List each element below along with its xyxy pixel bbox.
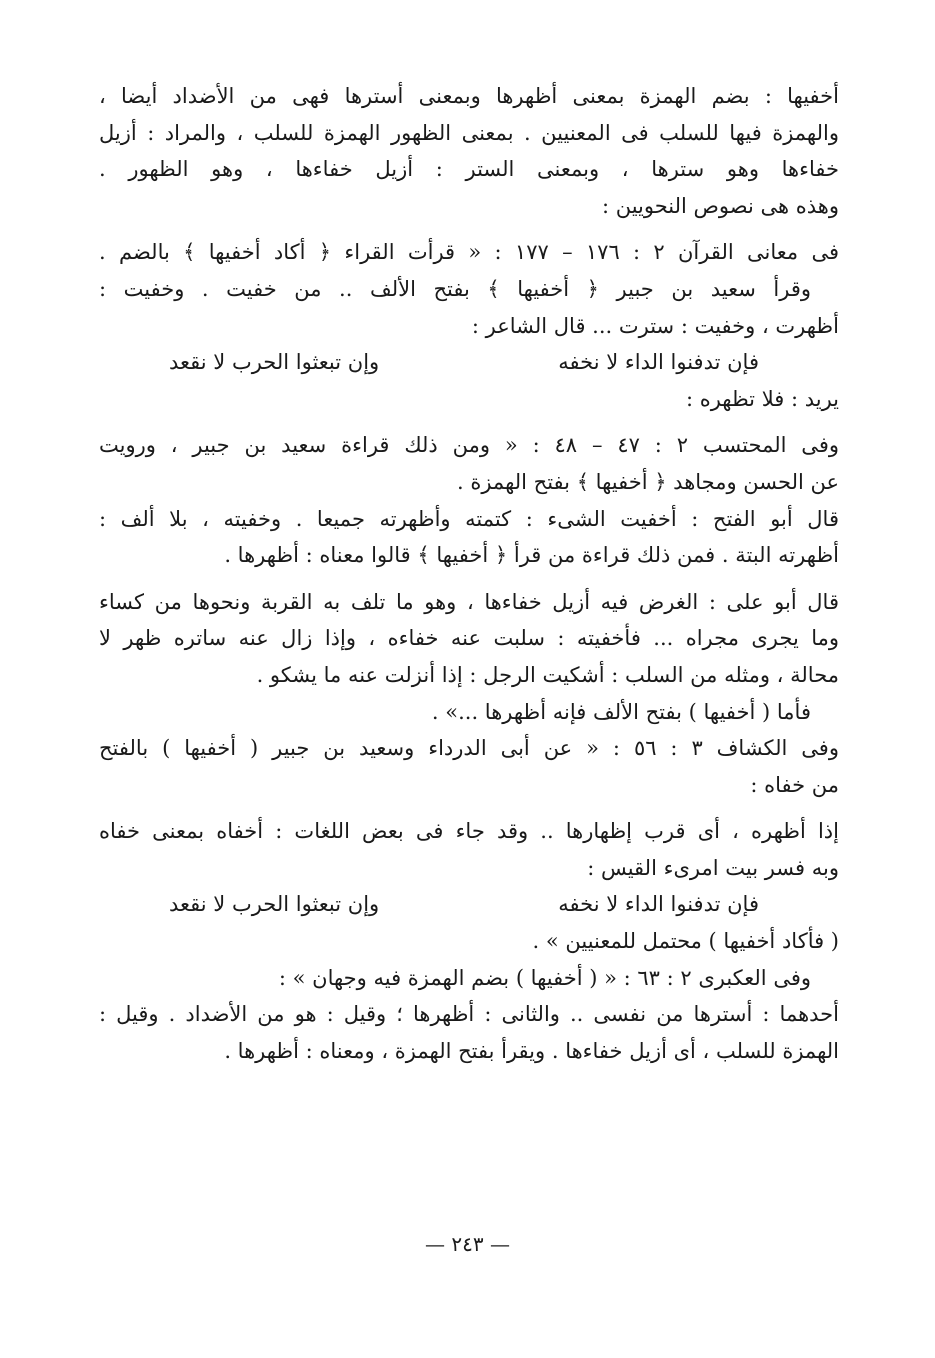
page-number: — ٢٤٣ — [425, 1232, 510, 1256]
text-line: وبه فسر بيت امرىء القيس : [587, 855, 839, 880]
text-line: محالة ، ومثله من السلب : أشكيت الرجل : إذا أنزلت عنه ما يشكو . [256, 662, 839, 687]
text-line: وهذه هى نصوص النحويين : [601, 193, 839, 218]
text-line: عن الحسن ومجاهد ﴿ أخفيها ﴾ بفتح الهمزة . [456, 469, 839, 494]
poetry-verse [99, 886, 839, 923]
text-line: قال أبو على : الغرض فيه أزيل خفاءها ، وهو ما تلف به القربة ونحوها من كساء [99, 589, 839, 614]
poetry-verse [99, 344, 839, 381]
text-line: يريد : فلا تظهره : [685, 386, 839, 411]
text-line: قال أبو الفتح : أخفيت الشىء : كتمته وأظهرته جميعا . وخفيته ، بلا ألف : [99, 506, 839, 531]
text-line: وقرأ سعيد بن جبير ﴿ أخفيها ﴾ بفتح الألف .. من خفيت . وخفيت : [99, 276, 811, 301]
text-line: خفاءها وهو سترها ، وبمعنى الستر : أزيل خفاءها ، وهو الظهور . [99, 157, 839, 182]
verse-second-hemistich: وإن تبعثوا الحرب لا نقعد [169, 892, 380, 917]
verse-first-hemistich: فإن تدفنوا الداء لا نخفه [558, 892, 759, 917]
text-line: وفى العكبرى ٢ : ٦٣ : « ( أخفيها ) بضم الهمزة فيه وجهان » : [278, 965, 811, 990]
text-line: فأما ( أخفيها ) بفتح الألف فإنه أظهرها ...» . [431, 699, 811, 724]
text-line: أحدهما : أسترها من نفسى .. والثانى : أظهرها ؛ وقيل : هو من الأضداد . وقيل : [99, 1002, 839, 1027]
verse-first-hemistich: فإن تدفنوا الداء لا نخفه [558, 350, 759, 375]
text-line: وما يجرى مجراه ... فأخفيته : سلبت عنه خفاءه ، وإذا زال عنه ساتره ظهر لا [99, 626, 839, 651]
text-line: وفى الكشاف ٣ : ٥٦ : « عن أبى الدرداء وسعيد بن جبير ( أخفيها ) بالفتح [99, 736, 839, 761]
text-line: أظهرته البتة . فمن ذلك قراءة من قرأ ﴿ أخفيها ﴾ قالوا معناه : أظهرها . [224, 543, 839, 568]
verse-second-hemistich: وإن تبعثوا الحرب لا نقعد [169, 350, 380, 375]
text-line: الهمزة للسلب ، أى أزيل خفاءها . ويقرأ بفتح الهمزة ، ومعناه : أظهرها . [224, 1038, 839, 1063]
text-line: أظهرت ، وخفيت : سترت ... قال الشاعر : [471, 313, 839, 338]
main-text [99, 78, 839, 1069]
text-line: إذا أظهره ، أى قرب إظهارها .. وقد جاء فى بعض اللغات : أخفاه بمعنى خفاه [99, 819, 839, 844]
text-line: ( فأكاد أخفيها ) محتمل للمعنيين » . [532, 929, 839, 954]
text-line: وفى المحتسب ٢ : ٤٧ – ٤٨ : « ومن ذلك قراءة سعيد بن جبير ، ورويت [99, 433, 839, 458]
text-line: والهمزة فيها للسلب فى المعنيين . بمعنى الظهور الهمزة للسلب ، والمراد : أزيل [99, 120, 839, 145]
text-line: فى معانى القرآن ٢ : ١٧٦ – ١٧٧ : « قرأت القراء ﴿ أكاد أخفيها ﴾ بالضم . [99, 240, 839, 265]
text-line: أخفيها : بضم الهمزة بمعنى أظهرها وبمعنى أسترها فهى من الأضداد أيضا ، [99, 84, 839, 108]
text-line: من خفاه : [750, 772, 839, 797]
